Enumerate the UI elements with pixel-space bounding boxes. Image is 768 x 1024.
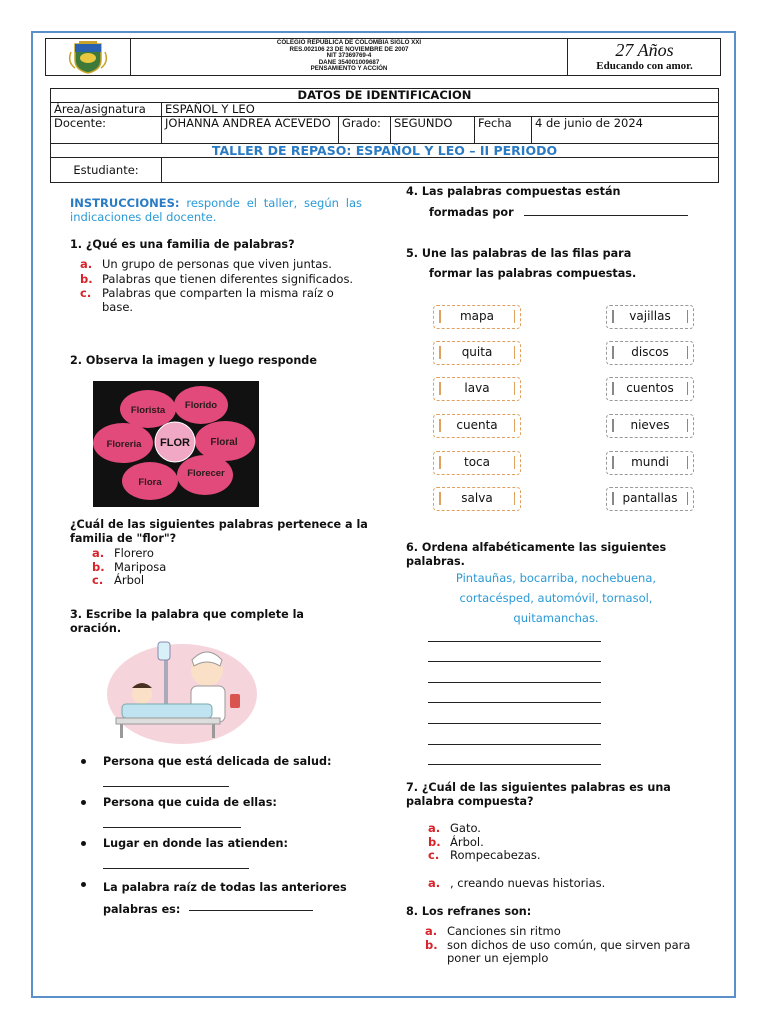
school-logo bbox=[45, 38, 131, 76]
q3-bullet-4: La palabra raíz de todas las anteriores palabras es: bbox=[103, 881, 347, 916]
option-letter: b. bbox=[80, 271, 93, 286]
school-slogan: PENSAMIENTO Y ACCIÓN bbox=[310, 65, 388, 73]
petal-label: Flora bbox=[138, 477, 162, 488]
option-letter: c. bbox=[92, 573, 104, 587]
option-text: Un grupo de personas que viven juntas. bbox=[102, 257, 332, 271]
area-label: Área/asignatura bbox=[51, 103, 162, 117]
q3-bullet-1: Persona que está delicada de salud: bbox=[103, 755, 332, 768]
word-card-right[interactable]: cuentos bbox=[606, 377, 694, 401]
answer-line[interactable] bbox=[103, 868, 249, 869]
option-text: Canciones sin ritmo bbox=[447, 924, 561, 938]
word-card-right[interactable]: discos bbox=[606, 341, 694, 365]
estudiante-field[interactable] bbox=[162, 158, 719, 183]
question-6: 6. Ordena alfabéticamente las siguientes palabras. bbox=[406, 541, 667, 568]
question-5-cont: formar las palabras compuestas. bbox=[429, 267, 637, 280]
question-8: 8. Los refranes son: bbox=[406, 905, 532, 918]
answer-line[interactable] bbox=[428, 641, 601, 642]
option-text: Palabras que tienen diferentes significados. bbox=[102, 271, 354, 286]
option-letter: b. bbox=[425, 937, 438, 952]
docente-value: JOHANNA ANDREA ACEVEDO bbox=[162, 117, 339, 144]
fecha-label: Fecha bbox=[475, 117, 532, 144]
docente-label: Docente: bbox=[51, 117, 162, 144]
answer-line[interactable] bbox=[189, 910, 313, 911]
word-card-right[interactable]: pantallas bbox=[606, 487, 694, 511]
option-letter: b. bbox=[92, 559, 105, 574]
motto-text: Educando con amor. bbox=[596, 60, 693, 72]
question-2-prompt: ¿Cuál de las siguientes palabras pertenece a la familia de "flor"? bbox=[70, 518, 368, 545]
question-1: 1. ¿Qué es una familia de palabras? bbox=[70, 238, 295, 251]
school-info bbox=[131, 38, 568, 76]
question-4: 4. Las palabras compuestas están bbox=[406, 185, 621, 198]
option-letter: c. bbox=[80, 286, 92, 300]
option-text: Palabras que comparten la misma raíz o base. bbox=[102, 286, 334, 314]
petal-label: Floral bbox=[210, 437, 238, 448]
word-card-right[interactable]: nieves bbox=[606, 414, 694, 438]
instructions bbox=[70, 196, 362, 224]
option-letter: a. bbox=[80, 257, 93, 271]
word-card-left[interactable]: salva bbox=[433, 487, 521, 511]
option-letter: a. bbox=[428, 821, 441, 835]
fecha-value: 4 de junio de 2024 bbox=[532, 117, 719, 144]
word-card-left[interactable]: cuenta bbox=[433, 414, 521, 438]
option-text: Árbol. bbox=[450, 834, 484, 849]
petal-label: Floreria bbox=[106, 439, 142, 450]
school-dane: DANE 354001009687 bbox=[318, 58, 380, 66]
answer-line[interactable] bbox=[428, 702, 601, 703]
q7-option-a[interactable] bbox=[428, 822, 678, 836]
question-7: 7. ¿Cuál de las siguientes palabras es una palabra compuesta? bbox=[406, 781, 671, 808]
answer-line[interactable] bbox=[428, 661, 601, 662]
q7-extra-option[interactable] bbox=[428, 877, 688, 891]
option-text: Mariposa bbox=[114, 559, 167, 574]
question-2: 2. Observa la imagen y luego responde bbox=[70, 354, 317, 367]
option-text: Gato. bbox=[450, 821, 481, 835]
option-text: , creando nuevas historias. bbox=[450, 876, 606, 890]
question-8-options bbox=[425, 925, 705, 966]
bullet-icon bbox=[81, 759, 86, 764]
q2-option-b[interactable] bbox=[92, 561, 292, 575]
bullet-icon bbox=[81, 841, 86, 846]
q1-option-c[interactable] bbox=[80, 287, 370, 314]
petal-label: Florecer bbox=[187, 468, 225, 479]
flower-word-family-image bbox=[93, 381, 259, 507]
estudiante-label: Estudiante: bbox=[51, 158, 162, 183]
q2-option-a[interactable] bbox=[92, 547, 292, 561]
anniversary-block bbox=[568, 38, 721, 76]
school-resolution: RES.002106 23 DE NOVIEMBRE DE 2007 bbox=[289, 45, 409, 53]
word-card-left[interactable]: quita bbox=[433, 341, 521, 365]
answer-line[interactable] bbox=[428, 682, 601, 683]
question-7-options bbox=[428, 822, 678, 863]
word-card-right[interactable]: mundi bbox=[606, 451, 694, 475]
grado-value: SEGUNDO bbox=[391, 117, 475, 144]
q2-option-c[interactable] bbox=[92, 574, 292, 588]
q7-option-b[interactable] bbox=[428, 836, 678, 850]
petal-label: Florido bbox=[184, 400, 218, 411]
anniversary-text: 27 Años bbox=[615, 40, 674, 60]
identification-table bbox=[50, 88, 719, 183]
area-value: ESPAÑOL Y LEO bbox=[162, 103, 719, 117]
bullet-icon bbox=[81, 882, 86, 887]
word-card-left[interactable]: mapa bbox=[433, 305, 521, 329]
school-nit: NIT 37369769-4 bbox=[326, 52, 372, 60]
instructions-label: INSTRUCCIONES: bbox=[70, 196, 180, 210]
answer-line[interactable] bbox=[103, 786, 229, 787]
worksheet-title: TALLER DE REPASO: ESPAÑOL Y LEO – II PERIODO bbox=[51, 144, 719, 158]
petal-label: Florista bbox=[130, 405, 166, 416]
question-6-words bbox=[406, 568, 706, 628]
grado-label: Grado: bbox=[339, 117, 391, 144]
option-letter: a. bbox=[428, 876, 441, 890]
option-letter: a. bbox=[92, 546, 105, 560]
q1-option-b[interactable] bbox=[80, 273, 370, 287]
option-text: Rompecabezas. bbox=[450, 848, 541, 862]
word-card-left[interactable]: toca bbox=[433, 451, 521, 475]
words-line-1: Pintauñas, bocarriba, nochebuena, bbox=[455, 571, 657, 585]
word-card-left[interactable]: lava bbox=[433, 377, 521, 401]
instructions-text: responde el taller, según las indicaciones del docente. bbox=[70, 196, 362, 224]
answer-line[interactable] bbox=[428, 764, 601, 765]
bullet-icon bbox=[81, 800, 86, 805]
answer-line[interactable] bbox=[524, 215, 688, 216]
question-4-cont: formadas por bbox=[429, 206, 514, 219]
hospital-illustration bbox=[102, 636, 260, 748]
answer-line[interactable] bbox=[428, 744, 601, 745]
words-line-2: cortacésped, automóvil, tornasol, bbox=[459, 591, 653, 605]
q8-option-b[interactable] bbox=[425, 939, 705, 966]
question-3: 3. Escribe la palabra que complete la oración. bbox=[70, 608, 304, 635]
q3-bullet-2: Persona que cuida de ellas: bbox=[103, 796, 277, 809]
question-2-options bbox=[92, 547, 292, 588]
words-line-3: quitamanchas. bbox=[513, 611, 599, 625]
question-5: 5. Une las palabras de las filas para bbox=[406, 247, 632, 260]
question-1-options bbox=[80, 258, 370, 314]
word-card-right[interactable]: vajillas bbox=[606, 305, 694, 329]
answer-line[interactable] bbox=[428, 723, 601, 724]
id-table-title: DATOS DE IDENTIFICACION bbox=[51, 89, 719, 103]
q8-option-a[interactable] bbox=[425, 925, 705, 939]
option-text: Árbol bbox=[114, 573, 145, 587]
option-letter: c. bbox=[428, 848, 440, 862]
answer-line[interactable] bbox=[103, 827, 241, 828]
flower-center-label: FLOR bbox=[160, 437, 190, 449]
school-name: COLEGIO REPUBLICA DE COLOMBIA SIGLO XXI bbox=[276, 39, 422, 46]
option-letter: b. bbox=[428, 834, 441, 849]
option-letter: a. bbox=[425, 924, 438, 938]
option-text: Florero bbox=[114, 546, 154, 560]
q7-option-c[interactable] bbox=[428, 849, 678, 863]
q3-bullet-3: Lugar en donde las atienden: bbox=[103, 837, 288, 850]
q1-option-a[interactable] bbox=[80, 258, 370, 272]
option-text: son dichos de uso común, que sirven para poner un ejemplo bbox=[447, 937, 691, 965]
